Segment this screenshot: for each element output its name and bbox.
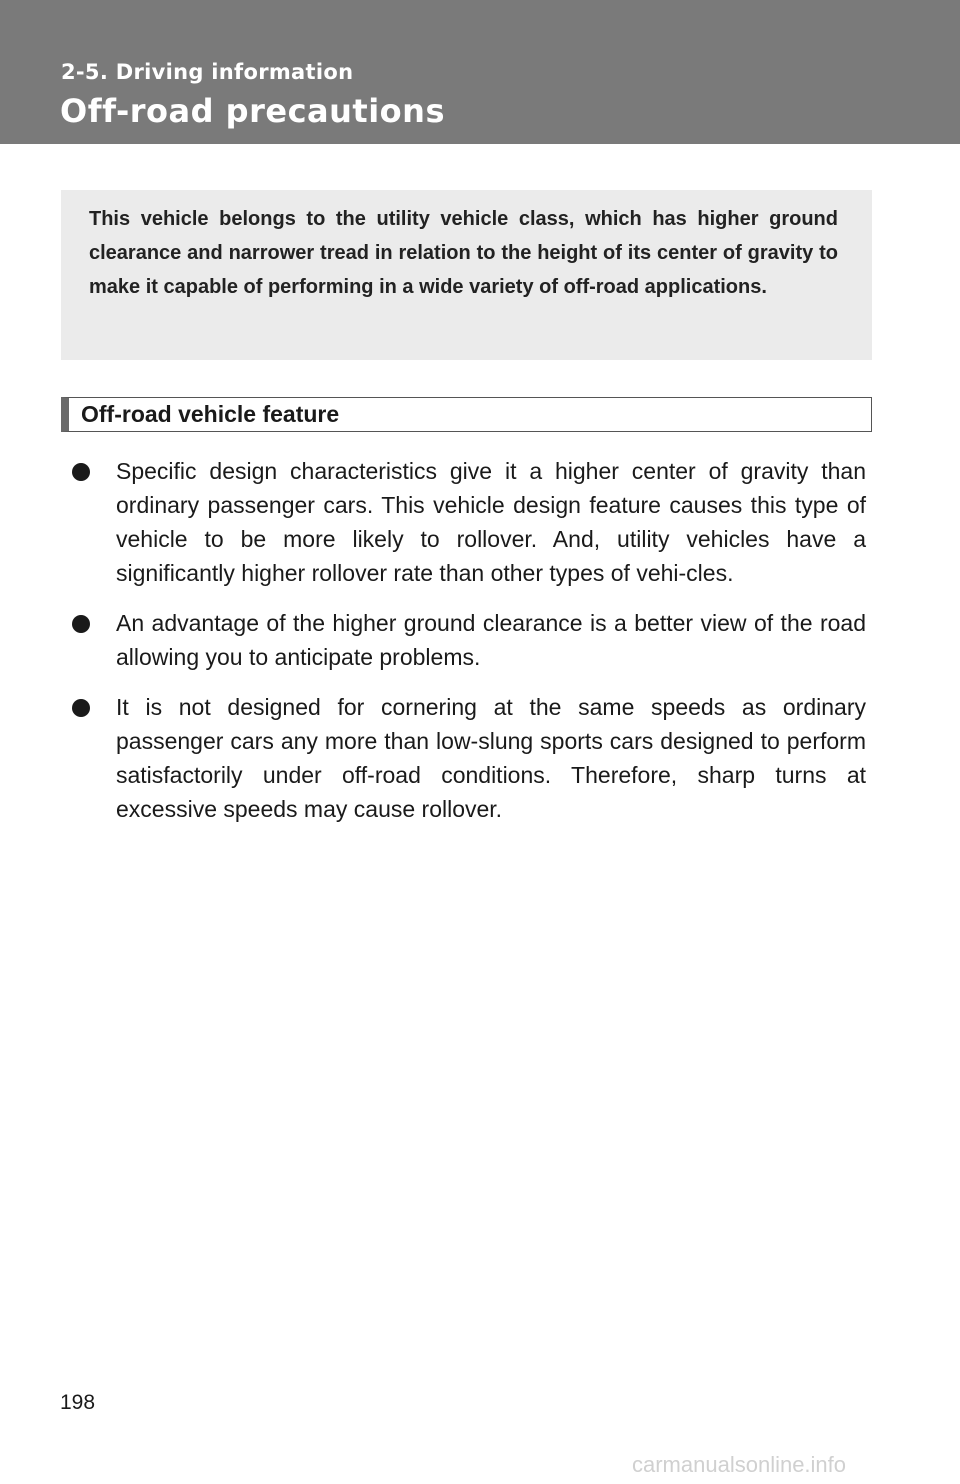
subheading-box: [61, 397, 872, 432]
watermark: carmanualsonline.info: [632, 1452, 847, 1477]
intro-text: This vehicle belongs to the utility vehicle class, which has higher ground clearance and narrower tread in relation to the height of its center of gravity to make it capable of performing in a wide variety of off-road applications.: [89, 208, 838, 298]
bullet-list: [70, 454, 866, 842]
bullet-text: An advantage of the higher ground clearance is a better view of the road allowing you to anticipate problems.: [116, 610, 866, 670]
list-item: [70, 606, 866, 674]
page-title: Off-road precautions: [60, 92, 445, 130]
page-header: [0, 0, 960, 144]
list-item: [70, 690, 866, 826]
subheading: Off-road vehicle feature: [81, 401, 340, 427]
page-number: 198: [60, 1391, 96, 1414]
section-label: 2-5. Driving information: [61, 60, 354, 84]
bullet-icon: [72, 463, 90, 481]
bullet-icon: [72, 615, 90, 633]
bullet-text: Specific design characteristics give it a higher center of gravity than ordinary passenger cars. This vehicle design feature causes this type of vehicle to be more likely to rollover. And, utility vehicles have a significantly higher rollover rate than other types of vehi-cles.: [116, 458, 866, 586]
intro-box: [61, 190, 872, 360]
bullet-text: It is not designed for cornering at the same speeds as ordinary passenger cars any more than low-slung sports cars designed to perform satisfactorily under off-road conditions. Therefore, sharp turns at excessive speeds may cause rollover.: [116, 694, 866, 822]
list-item: [70, 454, 866, 590]
bullet-icon: [72, 699, 90, 717]
